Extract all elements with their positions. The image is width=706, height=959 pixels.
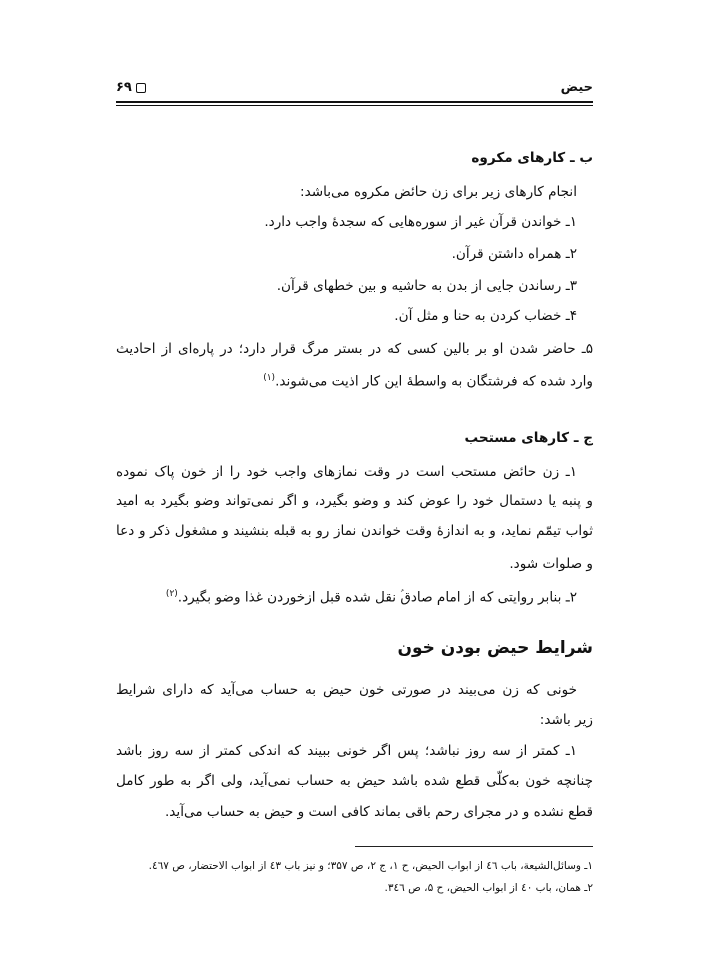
conditions-p2-line-2: چنانچه خون به‌کلّی قطع شده باشد حیض به حساب نمی‌آید، ولی اگر به طور کامل xyxy=(116,773,593,789)
section-c-p1-line-4: و صلوات شود. xyxy=(509,556,593,572)
page-number: ۶۹ xyxy=(116,80,132,95)
footnote-ref-1: (۱) xyxy=(263,373,276,383)
page-number-block xyxy=(116,80,146,95)
header-rule-thin xyxy=(116,105,593,106)
square-icon xyxy=(136,83,146,93)
section-b-item-3: ۳ـ رساندن جایی از بدن به حاشیه و بین خطهای قرآن. xyxy=(276,278,577,294)
conditions-p1-line-2: زیر باشد: xyxy=(539,712,593,728)
conditions-p1-line-1: خونی که زن می‌بیند در صورتی خون حیض به حساب می‌آید که دارای شرایط xyxy=(116,682,577,698)
chapter-title: حیض xyxy=(560,80,593,95)
item-5-text: وارد شده که فرشتگان به واسطهٔ این کار اذیت می‌شوند. xyxy=(275,373,593,390)
conditions-p2-line-1: ۱ـ کمتر از سه روز نباشد؛ پس اگر خونی ببیند که اندکی کمتر از سه روز باشد xyxy=(116,743,577,759)
footnote-1: ۱ـ وسائل‌الشیعة، باب ٤٦ از ابواب الحیض، ح ۱، ج ۲، ص ۳۵۷؛ و نیز باب ٤٣ از ابواب الاحتضار، ص ٤٦٧. xyxy=(148,860,593,872)
section-c-p2-text: ۲ـ بنابر روایتی که از امام صادق‌ؑ نقل شده قبل ازخوردن غذا وضو بگیرد. xyxy=(177,589,577,606)
header-rule-thick xyxy=(116,101,593,103)
section-c-p1-line-2: و پنبه یا دستمال خود را عوض کند و وضو بگیرد، و اگر نمی‌تواند وضو بگیرد به امید xyxy=(116,493,593,509)
section-c-p2 xyxy=(166,584,577,608)
section-b-item-2: ۲ـ همراه داشتن قرآن. xyxy=(451,246,577,262)
section-b-intro: انجام کارهای زیر برای زن حائض مکروه می‌باشد: xyxy=(300,184,577,200)
section-b-title: ب ـ کارهای مکروه xyxy=(471,150,593,166)
running-header xyxy=(116,80,593,98)
section-c-p1-line-3: ثواب تیمّم نماید، و به اندازهٔ وقت خواندن نماز رو به قبله بنشیند و مشغول ذکر و دعا xyxy=(116,523,593,539)
conditions-p2-line-3: قطع نشده و در مجرای رحم باقی بماند کافی است و حیض به حساب می‌آید. xyxy=(164,804,593,820)
section-c-p1-line-1: ۱ـ زن حائض مستحب است در وقت نمازهای واجب خود را از خون پاک نموده xyxy=(116,464,577,480)
footnote-rule xyxy=(355,846,593,847)
section-c-title: ج ـ کارهای مستحب xyxy=(464,430,593,446)
section-b-item-1: ۱ـ خواندن قرآن غیر از سوره‌هایی که سجدهٔ واجب دارد. xyxy=(264,214,577,230)
section-b-item-4: ۴ـ خضاب کردن به حنا و مثل آن. xyxy=(394,308,577,324)
section-conditions-title: شرایط حیض بودن خون xyxy=(397,638,593,658)
section-b-item-5-line-2 xyxy=(263,368,593,392)
footnote-2: ۲ـ همان، باب ٤٠ از ابواب الحیض، ح ۵، ص ٣٤٦. xyxy=(384,882,593,894)
footnote-ref-2: (۲) xyxy=(165,589,178,599)
section-b-item-5-line-1: ۵ـ حاضر شدن او بر بالین کسی که در بستر مرگ قرار دارد؛ در پاره‌ای از احادیث xyxy=(116,341,593,357)
